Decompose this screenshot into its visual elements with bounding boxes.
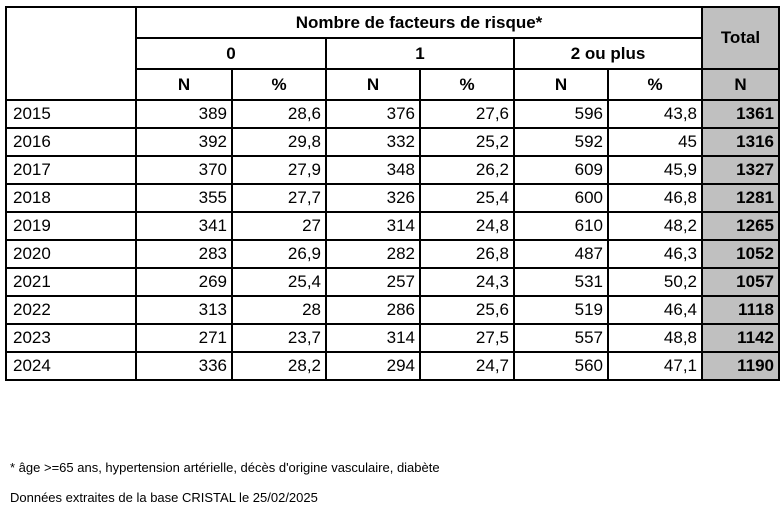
- pct-1-cell: 25,4: [420, 184, 514, 212]
- total-cell: 1265: [702, 212, 779, 240]
- pct-1-cell: 27,6: [420, 100, 514, 128]
- year-cell: 2021: [6, 268, 136, 296]
- pct-1-cell: 24,7: [420, 352, 514, 380]
- year-cell: 2023: [6, 324, 136, 352]
- sub-pct-header: %: [608, 69, 702, 100]
- pct-0-cell: 28,2: [232, 352, 326, 380]
- total-cell: 1142: [702, 324, 779, 352]
- n-0-cell: 355: [136, 184, 232, 212]
- pct-0-cell: 28,6: [232, 100, 326, 128]
- table-row: [6, 352, 779, 380]
- table-row: [6, 100, 779, 128]
- n-1-cell: 294: [326, 352, 420, 380]
- table-body: [6, 100, 779, 380]
- sub-n-header: N: [326, 69, 420, 100]
- n-0-cell: 271: [136, 324, 232, 352]
- n-2plus-cell: 610: [514, 212, 608, 240]
- n-2plus-cell: 519: [514, 296, 608, 324]
- n-2plus-cell: 592: [514, 128, 608, 156]
- n-1-cell: 286: [326, 296, 420, 324]
- pct-0-cell: 27,9: [232, 156, 326, 184]
- pct-1-cell: 25,6: [420, 296, 514, 324]
- n-0-cell: 336: [136, 352, 232, 380]
- table-row: [6, 212, 779, 240]
- group-0-header: 0: [136, 38, 326, 69]
- n-1-cell: 282: [326, 240, 420, 268]
- group-title: Nombre de facteurs de risque*: [136, 7, 702, 38]
- risk-factors-table-wrapper: [5, 6, 780, 381]
- year-cell: 2024: [6, 352, 136, 380]
- n-1-cell: 326: [326, 184, 420, 212]
- pct-2plus-cell: 47,1: [608, 352, 702, 380]
- year-cell: 2017: [6, 156, 136, 184]
- n-2plus-cell: 531: [514, 268, 608, 296]
- total-cell: 1316: [702, 128, 779, 156]
- source-note: Données extraites de la base CRISTAL le 25/02/2025: [10, 490, 318, 505]
- pct-2plus-cell: 46,8: [608, 184, 702, 212]
- risk-factors-table: [5, 6, 780, 381]
- pct-2plus-cell: 48,2: [608, 212, 702, 240]
- n-1-cell: 314: [326, 212, 420, 240]
- pct-2plus-cell: 45: [608, 128, 702, 156]
- table-row: [6, 324, 779, 352]
- pct-2plus-cell: 46,4: [608, 296, 702, 324]
- pct-0-cell: 28: [232, 296, 326, 324]
- pct-0-cell: 25,4: [232, 268, 326, 296]
- pct-1-cell: 26,8: [420, 240, 514, 268]
- n-0-cell: 392: [136, 128, 232, 156]
- pct-0-cell: 23,7: [232, 324, 326, 352]
- total-header: Total: [702, 7, 779, 69]
- n-0-cell: 269: [136, 268, 232, 296]
- n-0-cell: 370: [136, 156, 232, 184]
- n-2plus-cell: 560: [514, 352, 608, 380]
- year-cell: 2022: [6, 296, 136, 324]
- pct-0-cell: 26,9: [232, 240, 326, 268]
- table-row: [6, 184, 779, 212]
- pct-0-cell: 27,7: [232, 184, 326, 212]
- year-cell: 2018: [6, 184, 136, 212]
- total-cell: 1118: [702, 296, 779, 324]
- total-cell: 1327: [702, 156, 779, 184]
- pct-1-cell: 24,3: [420, 268, 514, 296]
- pct-2plus-cell: 46,3: [608, 240, 702, 268]
- sub-n-header: N: [514, 69, 608, 100]
- table-row: [6, 268, 779, 296]
- year-cell: 2015: [6, 100, 136, 128]
- n-2plus-cell: 596: [514, 100, 608, 128]
- year-cell: 2016: [6, 128, 136, 156]
- table-row: [6, 240, 779, 268]
- n-1-cell: 257: [326, 268, 420, 296]
- pct-1-cell: 24,8: [420, 212, 514, 240]
- sub-pct-header: %: [232, 69, 326, 100]
- pct-2plus-cell: 43,8: [608, 100, 702, 128]
- pct-2plus-cell: 50,2: [608, 268, 702, 296]
- sub-pct-header: %: [420, 69, 514, 100]
- table-row: [6, 128, 779, 156]
- n-2plus-cell: 600: [514, 184, 608, 212]
- pct-2plus-cell: 45,9: [608, 156, 702, 184]
- total-cell: 1057: [702, 268, 779, 296]
- table-row: [6, 296, 779, 324]
- total-cell: 1281: [702, 184, 779, 212]
- n-0-cell: 283: [136, 240, 232, 268]
- group-2plus-header: 2 ou plus: [514, 38, 702, 69]
- n-1-cell: 332: [326, 128, 420, 156]
- corner-cell: [6, 7, 136, 100]
- pct-0-cell: 27: [232, 212, 326, 240]
- group-1-header: 1: [326, 38, 514, 69]
- n-2plus-cell: 487: [514, 240, 608, 268]
- sub-n-header: N: [136, 69, 232, 100]
- pct-1-cell: 25,2: [420, 128, 514, 156]
- pct-2plus-cell: 48,8: [608, 324, 702, 352]
- n-0-cell: 389: [136, 100, 232, 128]
- year-cell: 2020: [6, 240, 136, 268]
- n-0-cell: 341: [136, 212, 232, 240]
- total-cell: 1052: [702, 240, 779, 268]
- footnote: * âge >=65 ans, hypertension artérielle, décès d'origine vasculaire, diabète: [10, 460, 440, 475]
- pct-1-cell: 26,2: [420, 156, 514, 184]
- n-1-cell: 314: [326, 324, 420, 352]
- total-cell: 1361: [702, 100, 779, 128]
- n-2plus-cell: 557: [514, 324, 608, 352]
- n-2plus-cell: 609: [514, 156, 608, 184]
- year-cell: 2019: [6, 212, 136, 240]
- n-1-cell: 376: [326, 100, 420, 128]
- table-row: [6, 156, 779, 184]
- pct-0-cell: 29,8: [232, 128, 326, 156]
- n-1-cell: 348: [326, 156, 420, 184]
- n-0-cell: 313: [136, 296, 232, 324]
- total-cell: 1190: [702, 352, 779, 380]
- total-n-header: N: [702, 69, 779, 100]
- pct-1-cell: 27,5: [420, 324, 514, 352]
